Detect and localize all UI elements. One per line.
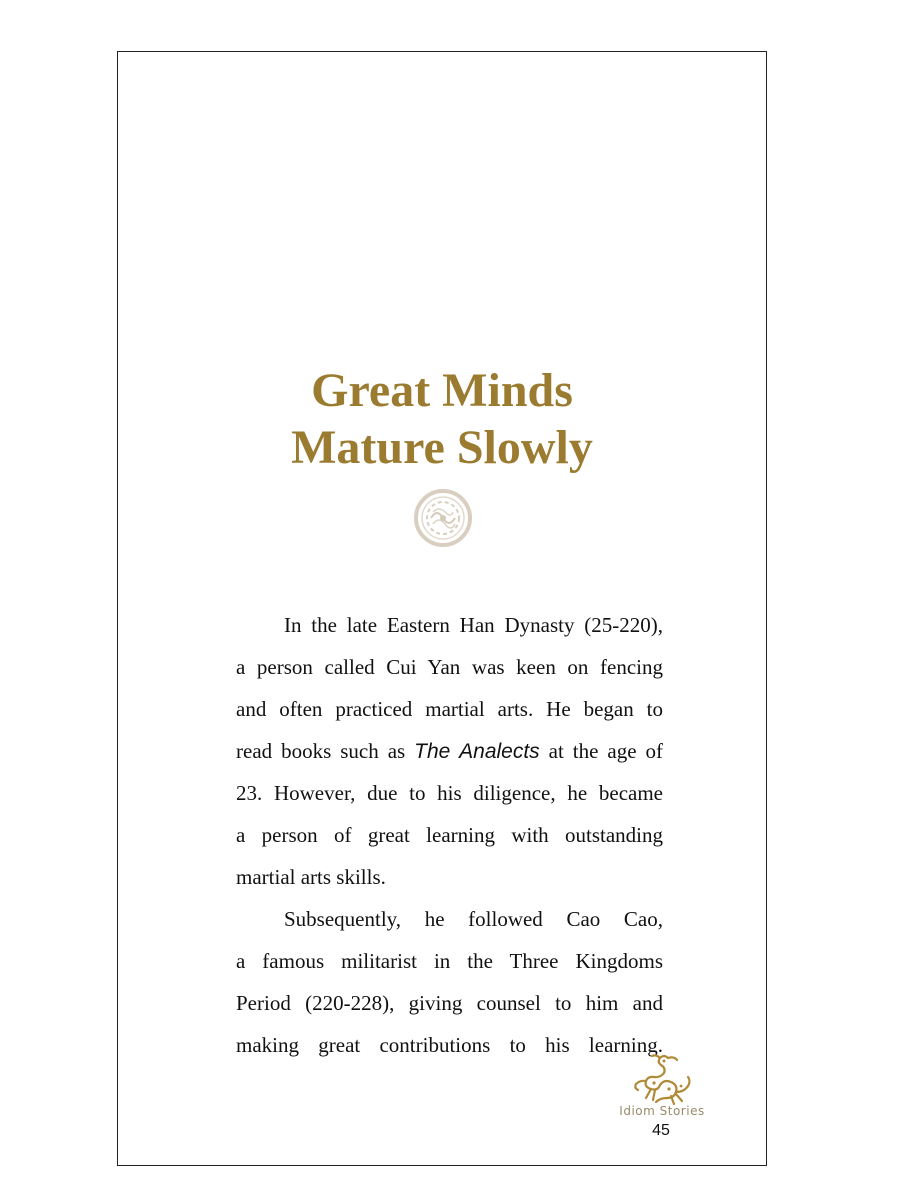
series-name: Idiom Stories [619, 1104, 705, 1118]
line-4-start: read books such as [236, 739, 415, 763]
paragraph-2-line-1: Subsequently, he followed Cao Cao, [284, 907, 663, 931]
paragraph-1-line-4 [236, 730, 663, 772]
paragraph-1-line-2: a person called Cui Yan was keen on fencing [236, 655, 663, 679]
page-number: 45 [652, 1122, 670, 1139]
paragraph-2-line-2: a famous militarist in the Three Kingdoms [236, 949, 663, 973]
body-text [236, 604, 663, 1066]
dragon-icon [624, 1052, 698, 1108]
paragraph-2-line-3: Period (220-228), giving counsel to him and [236, 991, 663, 1015]
title-line-2: Mature Slowly [291, 421, 593, 474]
paragraph-1-line-7: martial arts skills. [236, 865, 386, 889]
paragraph-1-line-6: a person of great learning with outstanding [236, 823, 663, 847]
paragraph-1-line-1: In the late Eastern Han Dynasty (25-220), [284, 613, 663, 637]
book-title-italic: The Analects [414, 740, 540, 763]
paragraph-1-line-5: 23. However, due to his diligence, he became [236, 781, 663, 805]
line-4-end: at the age of [539, 739, 664, 763]
seal-ornament-icon [413, 488, 473, 548]
title-line-1: Great Minds [311, 364, 573, 417]
paragraph-1-line-3: and often practiced martial arts. He began to [236, 697, 663, 721]
paragraph-2-line-4: making great contributions to his learning. [236, 1033, 663, 1057]
